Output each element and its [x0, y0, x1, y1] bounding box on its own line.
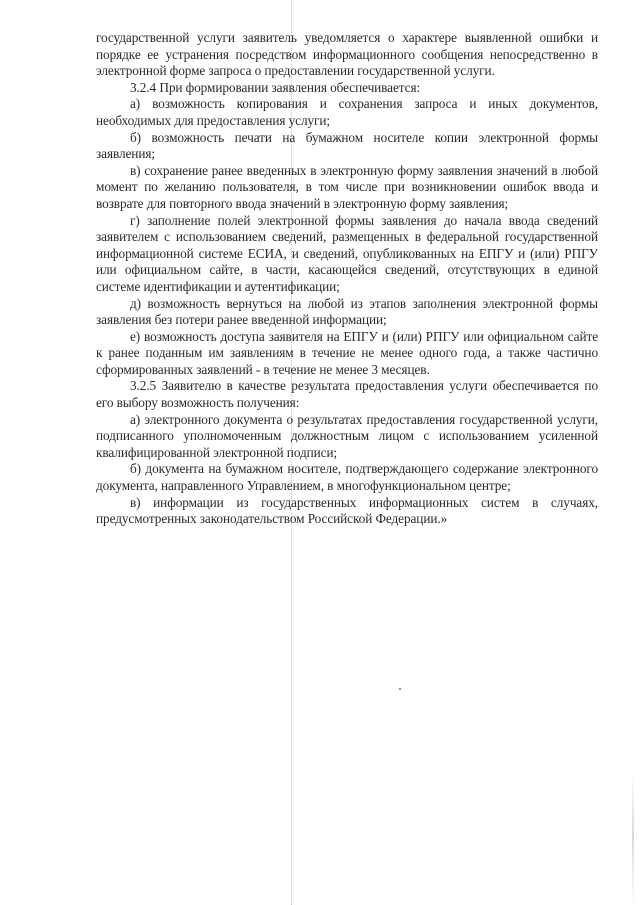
paragraph-item-g-autofill: г) заполнение полей электронной формы заявления до начала ввода сведений заявителем с использованием сведений, размещенных в федеральной государственной информационной системе ЕСИА, и сведений, опубликованных на ЕПГУ и (или) РПГУ или официальном сайте, в части, касающейся сведений, отсутствующих в единой системе идентификации и аутентификации; [96, 212, 598, 294]
paragraph-section-3-2-5: 3.2.5 Заявителю в качестве результата предоставления услуги обеспечивается по его выбору возможность получения: [96, 378, 598, 411]
paragraph-item-a-copy-save: а) возможность копирования и сохранения запроса и иных документов, необходимых для предоставления услуги; [96, 96, 598, 128]
scan-edge-shadow [632, 770, 634, 905]
paragraph-item-v-save-values: в) сохранение ранее введенных в электронную форму заявления значений в любой момент по желанию пользователя, в том числе при возникновении ошибок ввода и возврате для повторного ввода значений в электронную форму заявления; [96, 162, 598, 211]
document-body [96, 30, 598, 528]
paragraph-section-3-2-4: 3.2.4 При формировании заявления обеспечивается: [130, 79, 421, 95]
scan-speck [399, 688, 401, 690]
paragraph-continuation: государственной услуги заявитель уведомляется о характере выявленной ошибки и порядке ее устранения посредством информационного сообщения непосредственно в электронной форме запроса о предоставлении государственной услуги. [96, 30, 598, 79]
paragraph-item-b-print: б) возможность печати на бумажном носителе копии электронной формы заявления; [96, 129, 598, 162]
paragraph-item-d-return-step: д) возможность вернуться на любой из этапов заполнения электронной формы заявления без потери ранее введенной информации; [96, 295, 598, 328]
paragraph-result-b-paper: б) документа на бумажном носителе, подтверждающего содержание электронного документа, направленного Управлением, в многофункциональном центре; [96, 461, 598, 494]
paragraph-item-e-access: е) возможность доступа заявителя на ЕПГУ и (или) РПГУ или официальном сайте к ранее поданным им заявлениям в течение не менее одного года, а также частично сформированных заявлений - в течение не менее 3 месяцев. [96, 328, 598, 377]
paragraph-result-v-info-systems: в) информации из государственных информационных систем в случаях, предусмотренных законодательством Российской Федерации.» [96, 494, 598, 527]
paragraph-result-a-electronic: а) электронного документа о результатах предоставления государственной услуги, подписанного уполномоченным должностным лицом с использованием усиленной квалифицированной электронной подписи; [96, 411, 598, 460]
